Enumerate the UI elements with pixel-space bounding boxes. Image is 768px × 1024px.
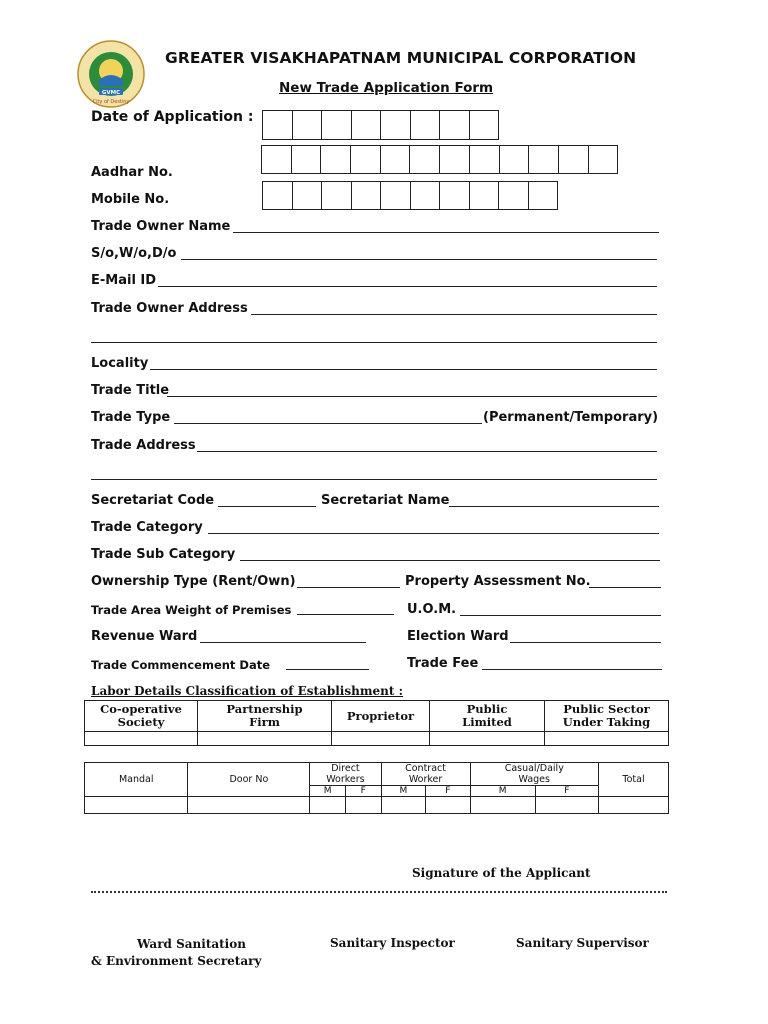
ward-secretary-label: Ward Sanitation & Environment Secretary (91, 937, 262, 968)
trade-category-line[interactable] (208, 533, 659, 534)
email-line[interactable] (158, 286, 657, 287)
contract-m-cell[interactable] (381, 797, 425, 814)
mandal-cell[interactable] (85, 797, 188, 814)
secretariat-code-label: Secretariat Code (91, 493, 215, 508)
relation-line[interactable] (181, 259, 657, 260)
trade-address-label: Trade Address (91, 438, 196, 453)
contract-f-cell[interactable] (426, 797, 470, 814)
trade-owner-address-label: Trade Owner Address (91, 301, 248, 316)
casual-f-cell[interactable] (535, 797, 598, 814)
signature-dotted-line[interactable] (91, 891, 667, 893)
gvmc-logo (77, 40, 145, 108)
aadhar-label: Aadhar No. (91, 165, 173, 180)
trade-type-line[interactable] (174, 423, 482, 424)
contract-m-header: M (381, 786, 425, 797)
property-assessment-line[interactable] (589, 587, 661, 588)
mobile-boxes[interactable] (262, 181, 558, 210)
org-name: GREATER VISAKHAPATNAM MUNICIPAL CORPORATION (165, 49, 637, 67)
trade-category-label: Trade Category (91, 520, 203, 535)
ownership-type-line[interactable] (297, 587, 400, 588)
commencement-date-line[interactable] (286, 669, 369, 670)
trade-owner-name-line[interactable] (233, 232, 659, 233)
labor-cell-public-limited[interactable] (430, 732, 545, 746)
trade-fee-label: Trade Fee (407, 656, 479, 671)
labor-col-partnership: Partnership Firm (198, 701, 332, 732)
trade-title-line[interactable] (167, 396, 657, 397)
locality-label: Locality (91, 356, 149, 371)
labor-cell-public-sector[interactable] (545, 732, 669, 746)
property-assessment-label: Property Assessment No. (405, 574, 591, 589)
logo-tagline: City of Destiny (92, 99, 130, 105)
casual-m-cell[interactable] (470, 797, 535, 814)
direct-f-cell[interactable] (345, 797, 381, 814)
labor-heading: Labor Details Classification of Establishment : (91, 684, 404, 698)
relation-label: S/o,W/o,D/o (91, 246, 177, 261)
direct-m-cell[interactable] (310, 797, 346, 814)
door-no-header: Door No (188, 763, 310, 797)
trade-owner-address-line-2[interactable] (91, 342, 657, 343)
trade-area-line[interactable] (297, 614, 394, 615)
aadhar-boxes[interactable] (261, 145, 618, 174)
trade-owner-name-label: Trade Owner Name (91, 219, 231, 234)
labor-col-cooperative: Co-operative Society (85, 701, 198, 732)
trade-fee-line[interactable] (482, 669, 662, 670)
total-header: Total (598, 763, 668, 797)
labor-classification-table (84, 700, 669, 746)
trade-owner-address-line-1[interactable] (251, 314, 657, 315)
labor-cell-cooperative[interactable] (85, 732, 198, 746)
trade-type-options: (Permanent/Temporary) (483, 410, 659, 425)
uom-line[interactable] (460, 615, 661, 616)
direct-f-header: F (345, 786, 381, 797)
trade-area-label: Trade Area Weight of Premises (91, 603, 292, 617)
labor-cell-proprietor[interactable] (332, 732, 430, 746)
trade-sub-category-label: Trade Sub Category (91, 547, 236, 562)
workers-table (84, 762, 669, 814)
secretariat-name-line[interactable] (449, 506, 659, 507)
date-of-application-label: Date of Application : (91, 109, 254, 125)
trade-title-label: Trade Title (91, 383, 170, 398)
trade-address-line-2[interactable] (91, 479, 657, 480)
logo-badge: GVMC (101, 89, 121, 96)
sanitary-inspector-label: Sanitary Inspector (330, 936, 455, 950)
email-label: E-Mail ID (91, 273, 157, 288)
uom-label: U.O.M. (407, 602, 457, 617)
casual-m-header: M (470, 786, 535, 797)
revenue-ward-line[interactable] (200, 642, 366, 643)
date-of-application-boxes[interactable] (262, 110, 499, 140)
labor-col-public-limited: Public Limited (430, 701, 545, 732)
direct-m-header: M (310, 786, 346, 797)
labor-col-public-sector: Public Sector Under Taking (545, 701, 669, 732)
labor-col-proprietor: Proprietor (332, 701, 430, 732)
contract-f-header: F (426, 786, 470, 797)
commencement-date-label: Trade Commencement Date (91, 658, 271, 672)
trade-type-label: Trade Type (91, 410, 171, 425)
mobile-label: Mobile No. (91, 192, 170, 207)
form-title: New Trade Application Form (279, 80, 494, 96)
trade-sub-category-line[interactable] (240, 560, 660, 561)
total-cell[interactable] (598, 797, 668, 814)
trade-address-line-1[interactable] (197, 451, 657, 452)
secretariat-code-line[interactable] (218, 506, 316, 507)
secretariat-name-label: Secretariat Name (321, 493, 450, 508)
revenue-ward-label: Revenue Ward (91, 629, 198, 644)
election-ward-line[interactable] (510, 642, 661, 643)
locality-line[interactable] (150, 369, 657, 370)
applicant-signature-label: Signature of the Applicant (412, 866, 591, 880)
casual-f-header: F (535, 786, 598, 797)
contract-worker-header: Contract Worker (381, 763, 470, 786)
casual-wages-header: Casual/Daily Wages (470, 763, 598, 786)
labor-cell-partnership[interactable] (198, 732, 332, 746)
direct-workers-header: Direct Workers (310, 763, 381, 786)
ownership-type-label: Ownership Type (Rent/Own) (91, 574, 296, 589)
door-no-cell[interactable] (188, 797, 310, 814)
mandal-header: Mandal (85, 763, 188, 797)
election-ward-label: Election Ward (407, 629, 509, 644)
sanitary-supervisor-label: Sanitary Supervisor (516, 936, 649, 950)
